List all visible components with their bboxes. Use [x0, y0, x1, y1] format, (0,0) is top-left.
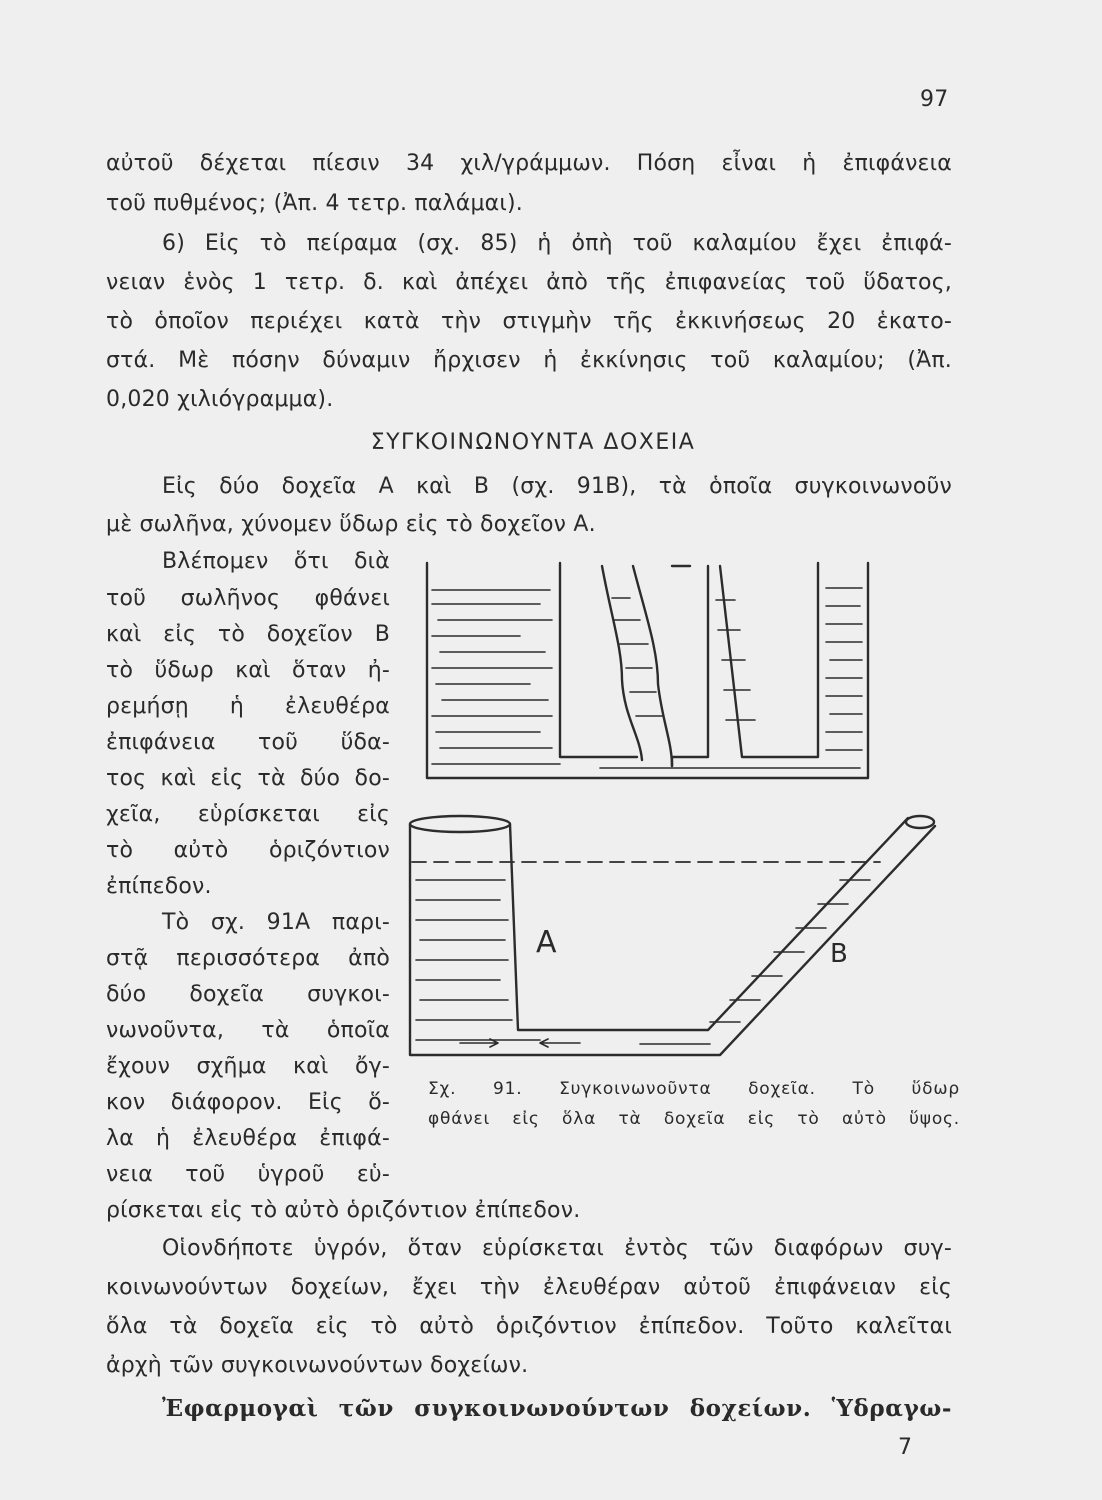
figure-91a — [410, 816, 935, 1055]
text-line: νειαν ἑνὸς 1 τετρ. δ. καὶ ἀπέχει ἀπὸ τῆς ἐπιφανείας τοῦ ὕδατος, — [106, 270, 952, 295]
text-line: ὅλα τὰ δοχεῖα εἰς τὸ αὐτὸ ὁριζόντιον ἐπίπεδον. Τοῦτο καλεῖται — [106, 1314, 952, 1339]
cylinder-rim — [410, 816, 510, 832]
text-line: Βλέπομεν ὅτι διὰ — [162, 549, 390, 574]
text-line: στᾷ περισσότερα ἀπὸ — [106, 946, 390, 971]
text-line: νεια τοῦ ὑγροῦ εὑ- — [106, 1162, 390, 1187]
figure-caption-line: Σχ. 91. Συγκοινωνοῦντα δοχεῖα. Τὸ ὕδωρ — [428, 1079, 960, 1099]
water-hatching-bottom — [416, 880, 870, 1047]
text-line: ρεμήσῃ ἡ ἐλευθέρα — [106, 694, 390, 719]
text-line: ἀρχὴ τῶν συγκοινωνούντων δοχείων. — [106, 1353, 529, 1378]
text-line: Τὸ σχ. 91Α παρι- — [162, 910, 390, 935]
text-line: δύο δοχεῖα συγκοι- — [106, 982, 390, 1007]
text-line: τοῦ σωλῆνος φθάνει — [106, 586, 390, 611]
text-line: ἔχουν σχῆμα καὶ ὄγ- — [106, 1054, 390, 1079]
text-line: ἐπιφάνεια τοῦ ὕδα- — [106, 730, 390, 755]
outer-tank — [427, 563, 868, 778]
tube-mouth — [906, 816, 934, 828]
figure-caption-line: φθάνει εἰς ὅλα τὰ δοχεῖα εἰς τὸ αὐτὸ ὕψος. — [428, 1109, 960, 1129]
cylinder-inner — [510, 818, 908, 1030]
text-line: αὐτοῦ δέχεται πίεσιν 34 χιλ/γράμμων. Πόση εἶναι ἡ ἐπιφάνεια — [106, 151, 952, 176]
text-line: στά. Μὲ πόσην δύναμιν ἤρχισεν ἡ ἐκκίνησις τοῦ καλαμίου; (Ἀπ. — [106, 348, 952, 373]
text-line: τοῦ πυθμένος; (Ἀπ. 4 τετρ. παλάμαι). — [106, 191, 523, 216]
text-line: ρίσκεται εἰς τὸ αὐτὸ ὁριζόντιον ἐπίπεδον. — [106, 1198, 581, 1223]
text-line: ἐπίπεδον. — [106, 874, 212, 899]
figure-91b — [427, 563, 868, 778]
tube-bottom-mid — [672, 566, 708, 766]
text-line: μὲ σωλῆνα, χύνομεν ὕδωρ εἰς τὸ δοχεῖον Α. — [106, 512, 596, 537]
page-number: 97 — [920, 87, 949, 112]
text-line: λα ἡ ἐλευθέρα ἐπιφά- — [106, 1126, 390, 1151]
text-line: τὸ ὕδωρ καὶ ὅταν ἠ- — [106, 658, 390, 683]
text-line: χεῖα, εὑρίσκεται εἰς — [106, 802, 390, 827]
wavy-tube-right-wall — [633, 566, 672, 766]
label-b: Β — [830, 939, 848, 969]
text-line: Εἰς δύο δοχεῖα Α καὶ Β (σχ. 91Β), τὰ ὁποῖα συγκοινωνοῦν — [162, 474, 952, 499]
tube-bottom-left — [560, 563, 637, 757]
label-a: Α — [536, 925, 557, 960]
text-line: Οἱονδήποτε ὑγρόν, ὅταν εὑρίσκεται ἐντὸς τῶν διαφόρων συγ- — [162, 1236, 952, 1261]
text-line: τὸ ὁποῖον περιέχει κατὰ τὴν στιγμὴν τῆς ἐκκινήσεως 20 ἑκατο- — [106, 309, 952, 334]
text-line: καὶ εἰς τὸ δοχεῖον Β — [106, 622, 390, 647]
wavy-tube-left-wall — [602, 566, 642, 760]
text-line: τὸ αὐτὸ ὁριζόντιον — [106, 838, 390, 863]
text-line: κον διάφορον. Εἰς ὅ- — [106, 1090, 390, 1115]
text-line: 0,020 χιλιόγραμμα). — [106, 387, 334, 412]
text-line: κοινωνούντων δοχείων, ἔχει τὴν ἐλευθέραν αὐτοῦ ἐπιφάνειαν εἰς — [106, 1275, 952, 1300]
text-line: νωνοῦντα, τὰ ὁποῖα — [106, 1018, 390, 1043]
text-line: τος καὶ εἰς τὰ δύο δο- — [106, 766, 390, 791]
text-line: 6) Εἰς τὸ πείραμα (σχ. 85) ἡ ὀπὴ τοῦ καλαμίου ἔχει ἐπιφά- — [162, 231, 952, 256]
signature-mark: 7 — [898, 1435, 913, 1460]
subsection-heading: Ἐφαρμογαὶ τῶν συγκοινωνούντων δοχείων. Ὑδραγω- — [162, 1395, 952, 1422]
section-heading: ΣΥΓΚΟΙΝΩΝΟΥΝΤΑ ΔΟΧΕΙΑ — [370, 430, 696, 455]
